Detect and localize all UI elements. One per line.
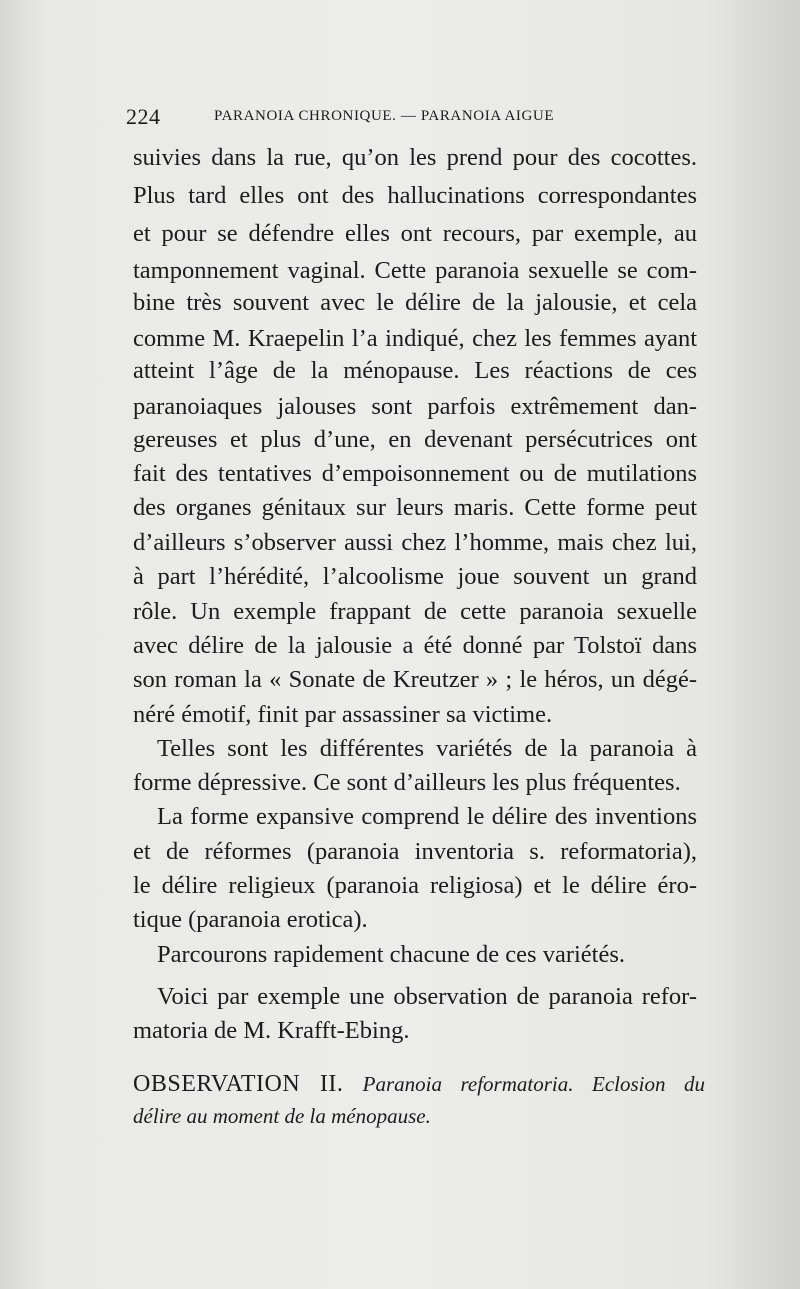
text-line: fait des tentatives d’empoisonnement ou de mutilations <box>133 460 697 487</box>
observation-subtitle: délire au moment de la ménopause. <box>133 1104 431 1128</box>
text-line: forme dépressive. Ce sont d’ailleurs les plus fréquentes. <box>133 769 681 796</box>
text-line: gereuses et plus d’une, en devenant persécutrices ont <box>133 426 697 453</box>
text-line: La forme expansive comprend le délire des inventions <box>157 803 697 830</box>
text-line: son roman la « Sonate de Kreutzer » ; le héros, un dégé- <box>133 666 697 693</box>
text-line: des organes génitaux sur leurs maris. Cette forme peut <box>133 494 697 521</box>
text-line: Plus tard elles ont des hallucinations correspondantes <box>133 182 697 209</box>
text-line: et pour se défendre elles ont recours, par exemple, au <box>133 220 697 247</box>
text-line: comme M. Kraepelin l’a indiqué, chez les femmes ayant <box>133 325 697 352</box>
text-line: suivies dans la rue, qu’on les prend pour des cocottes. <box>133 144 697 171</box>
text-line: bine très souvent avec le délire de la jalousie, et cela <box>133 289 697 316</box>
observation-label: OBSERVATION II. <box>133 1071 344 1097</box>
text-line: avec délire de la jalousie a été donné par Tolstoï dans <box>133 632 697 659</box>
text-line: tique (paranoia erotica). <box>133 906 368 933</box>
observation-title: Paranoia reformatoria. Eclosion du <box>362 1072 705 1096</box>
page-number: 224 <box>126 104 161 129</box>
text-line: d’ailleurs s’observer aussi chez l’homme, mais chez lui, <box>133 529 697 556</box>
page-header <box>126 104 626 134</box>
text-line: atteint l’âge de la ménopause. Les réactions de ces <box>133 357 697 384</box>
text-line: néré émotif, finit par assassiner sa victime. <box>133 701 553 728</box>
text-line: Parcourons rapidement chacune de ces variétés. <box>157 941 626 968</box>
text-line: tamponnement vaginal. Cette paranoia sexuelle se com- <box>133 257 697 284</box>
text-line: Telles sont les différentes variétés de la paranoia à <box>157 735 697 762</box>
text-line: rôle. Un exemple frappant de cette paranoia sexuelle <box>133 598 697 625</box>
text-line: paranoiaques jalouses sont parfois extrêmement dan- <box>133 393 697 420</box>
observation-heading <box>133 1069 705 1099</box>
text-line: Voici par exemple une observation de paranoia refor- <box>157 983 697 1010</box>
text-line: et de réformes (paranoia inventoria s. reformatoria), <box>133 838 697 865</box>
text-line: à part l’hérédité, l’alcoolisme joue souvent un grand <box>133 563 697 590</box>
text-line: le délire religieux (paranoia religiosa) et le délire éro- <box>133 872 697 899</box>
text-line: matoria de M. Krafft-Ebing. <box>133 1017 410 1044</box>
running-head: PARANOIA CHRONIQUE. — PARANOIA AIGUE <box>214 108 555 124</box>
